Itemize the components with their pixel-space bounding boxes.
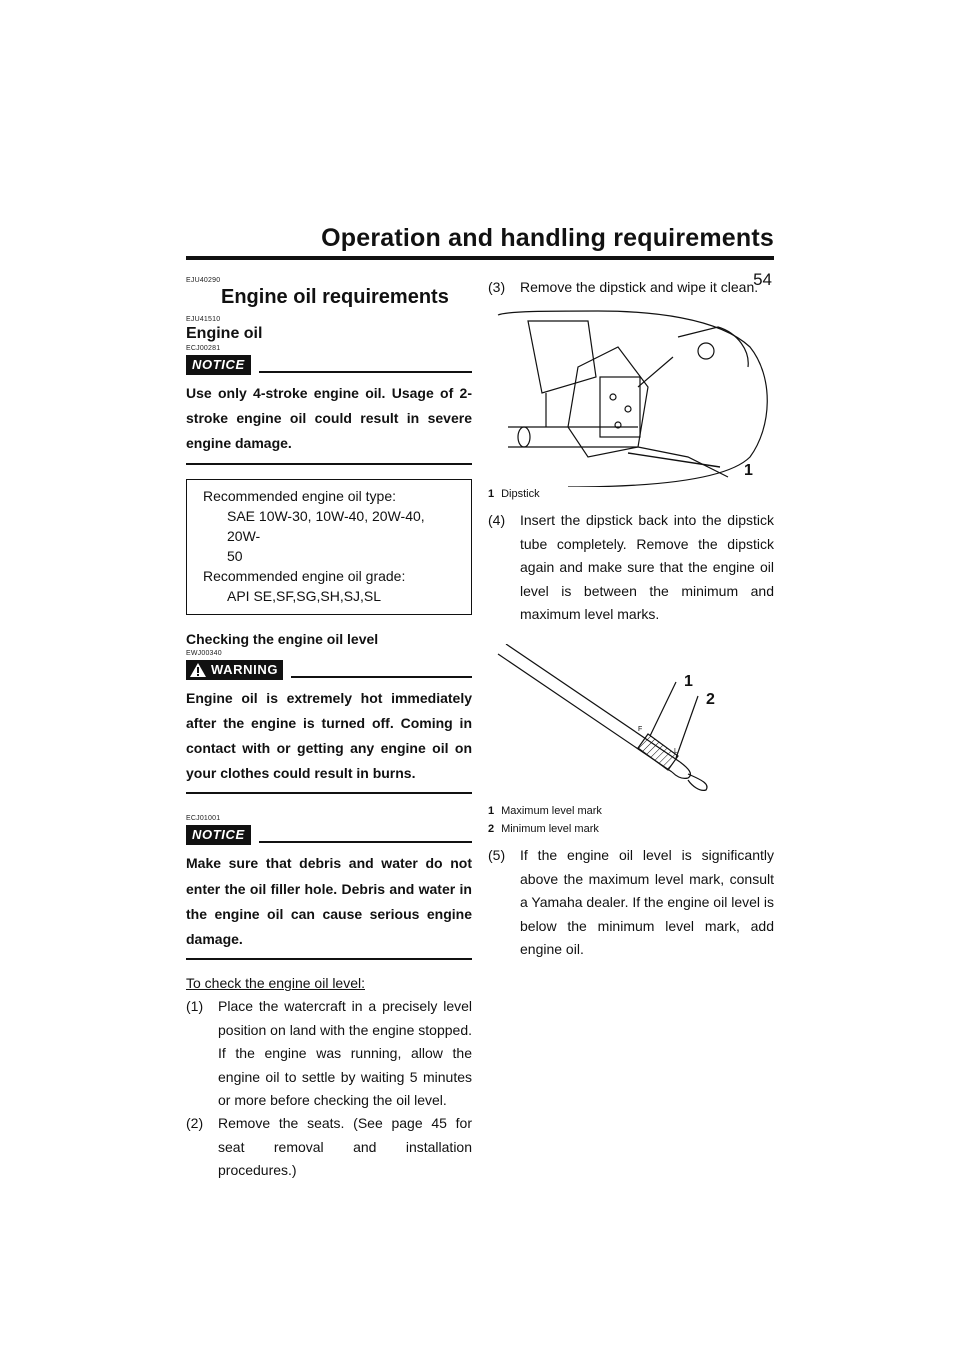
header-rule	[186, 256, 774, 260]
warning-label: WARNING	[211, 661, 279, 677]
page-header-title: Operation and handling requirements	[321, 224, 774, 252]
spec-grade-value: API SE,SF,SG,SH,SJ,SL	[227, 587, 382, 604]
caption-number: 2	[488, 823, 495, 836]
left-column	[186, 276, 472, 1183]
doc-code: ECJ00281	[186, 345, 221, 352]
spec-grade-label: Recommended engine oil grade:	[203, 567, 406, 584]
caption-number: 1	[488, 488, 495, 501]
notice-badge: NOTICE	[186, 825, 251, 845]
check-title: Checking the engine oil level	[186, 630, 379, 647]
figure-caption	[488, 820, 774, 838]
notice-header	[186, 825, 472, 845]
divider	[186, 958, 472, 960]
step-number: (2)	[186, 1115, 204, 1132]
step-text: Insert the dipstick back into the dipstick tube completely. Remove the dipstick again and make sure that the engine oil level is between the minimum and maximum level marks.	[520, 512, 774, 623]
divider	[186, 792, 472, 794]
caption-text: Maximum level mark	[501, 805, 602, 818]
divider	[259, 841, 472, 843]
page-number: 54	[753, 270, 772, 289]
step-number: (4)	[488, 512, 506, 529]
spec-type-value-cont: 50	[227, 547, 243, 564]
engine-illustration	[488, 307, 774, 487]
min-mark-letter: L	[674, 748, 678, 756]
warning-header	[186, 660, 472, 680]
figure-caption	[488, 802, 774, 820]
warning-triangle-icon	[189, 662, 207, 678]
figure-caption	[488, 485, 774, 503]
dipstick-illustration	[488, 644, 774, 794]
caption-text: Minimum level mark	[501, 823, 599, 836]
caption-text: Dipstick	[501, 488, 540, 501]
divider	[259, 371, 472, 373]
step-text: Remove the dipstick and wipe it clean.	[520, 279, 759, 295]
procedure-step	[488, 276, 774, 299]
spec-type-value: SAE 10W-30, 10W-40, 20W-40, 20W-	[227, 507, 425, 544]
figure-callout: 1	[684, 673, 693, 691]
notice-text: Use only 4-stroke engine oil. Usage of 2-stroke engine oil could result in severe engine damage.	[186, 385, 472, 452]
procedure-step	[488, 844, 774, 961]
max-mark-letter: F	[638, 726, 643, 734]
notice-badge: NOTICE	[186, 355, 251, 375]
figure-callout: 2	[706, 691, 715, 709]
warning-text: Engine oil is extremely hot immediately after the engine is turned off. Coming in contact with or getting any engine oil on your clothes could result in burns.	[186, 689, 472, 782]
divider	[291, 676, 472, 678]
procedure-heading: To check the engine oil level:	[186, 975, 365, 992]
warning-badge	[186, 660, 283, 680]
procedure-step	[186, 995, 472, 1112]
section-title: Engine oil requirements	[221, 286, 449, 308]
step-number: (1)	[186, 998, 204, 1015]
right-column	[488, 276, 774, 961]
notice-header	[186, 355, 472, 375]
step-number: (5)	[488, 847, 506, 864]
subsection-title: Engine oil	[186, 325, 263, 342]
step-text: If the engine oil level is significantly above the maximum level mark, consult a Yamaha dealer. If the engine oil level is below the minimum level mark, add engine oil.	[520, 847, 774, 958]
doc-code: EJU41510	[186, 316, 221, 323]
spec-box	[186, 479, 472, 615]
doc-code: EJU40290	[186, 277, 221, 284]
procedure-step	[488, 509, 774, 626]
doc-code: EWJ00340	[186, 649, 222, 657]
dipstick-level-figure	[488, 644, 774, 794]
step-text: Remove the seats. (See page 45 for seat removal and installation procedures.)	[218, 1115, 472, 1179]
divider	[186, 463, 472, 465]
figure-callout: 1	[744, 462, 753, 480]
step-number: (3)	[488, 279, 506, 295]
notice-text: Make sure that debris and water do not enter the oil filler hole. Debris and water in the engine oil can cause serious engine damage.	[186, 855, 472, 948]
dipstick-location-figure	[488, 307, 774, 487]
caption-number: 1	[488, 805, 495, 818]
doc-code: ECJ01001	[186, 815, 221, 823]
procedure-step	[186, 1112, 472, 1182]
step-text: Place the watercraft in a precisely level position on land with the engine stopped. If the engine was running, allow the engine oil to settle by waiting 5 minutes or more before checking the oil level.	[218, 998, 472, 1109]
spec-type-label: Recommended engine oil type:	[203, 487, 397, 504]
